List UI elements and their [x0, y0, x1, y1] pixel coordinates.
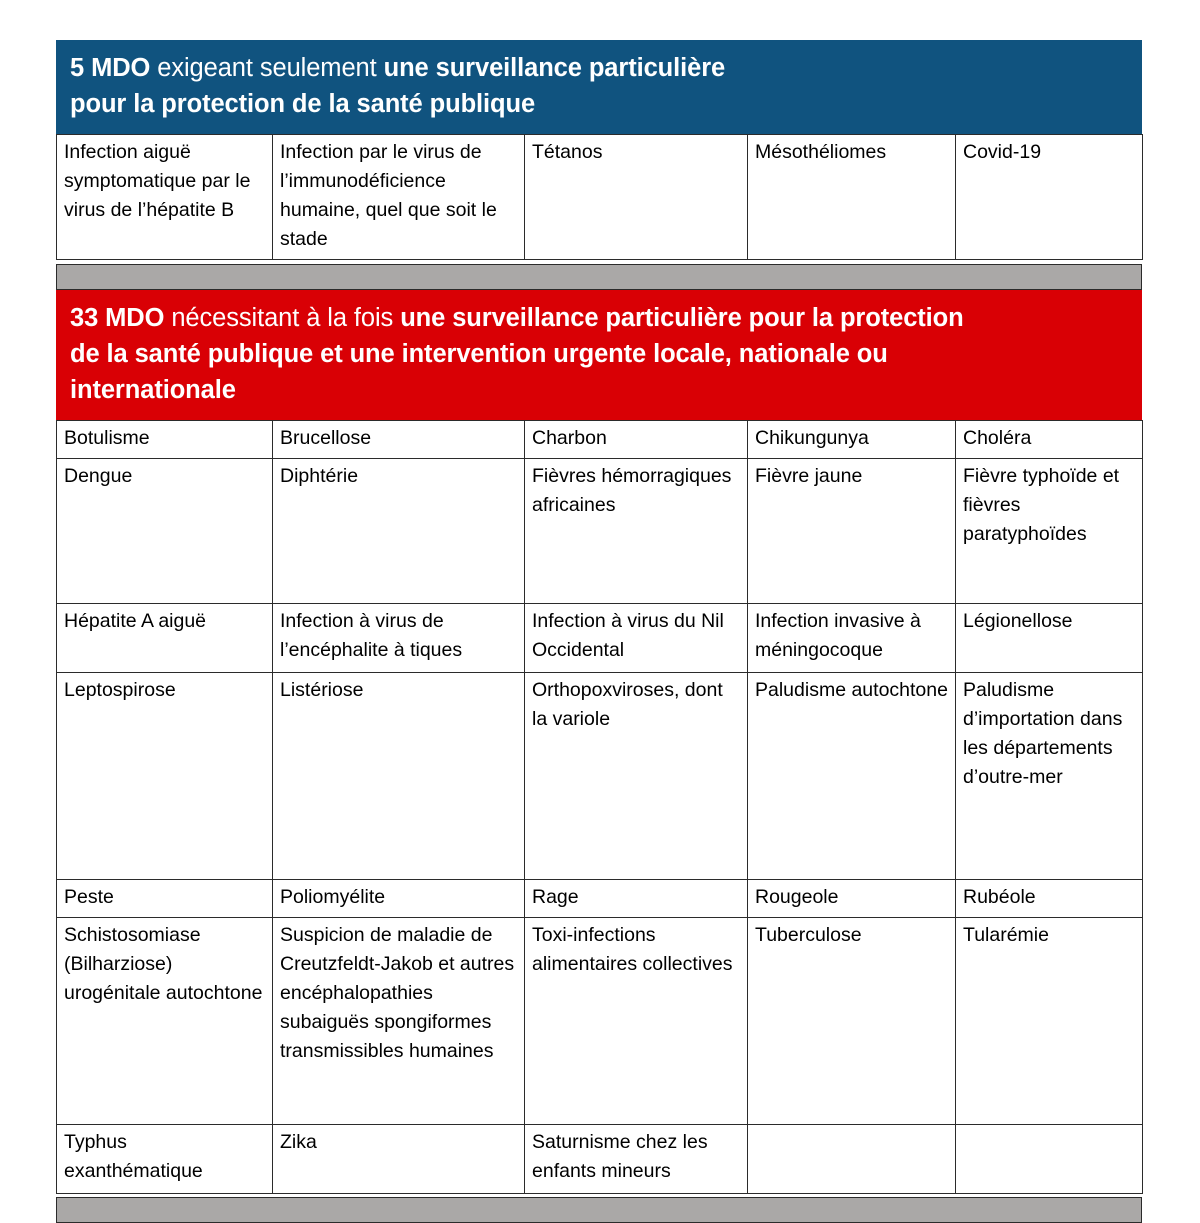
disease-cell: Diphtérie	[273, 459, 525, 604]
disease-cell: Rougeole	[748, 880, 956, 918]
disease-cell: Suspicion de maladie de Creutzfeldt-Jakob et autres encéphalopathies subaiguës spongiformes transmissibles humaines	[273, 918, 525, 1125]
disease-cell: Leptospirose	[57, 673, 273, 880]
red-header-line3-bold: internationale	[70, 376, 236, 405]
blue-header-line2-bold: pour la protection de la santé publique	[70, 90, 536, 119]
disease-cell: Tuberculose	[748, 918, 956, 1125]
disease-cell: Brucellose	[273, 421, 525, 459]
disease-cell: Infection à virus de l’encéphalite à tiques	[273, 604, 525, 673]
disease-cell: Covid-19	[956, 135, 1143, 259]
blue-header-regular-text: exigeant seulement	[150, 54, 384, 82]
table-row	[57, 459, 1143, 604]
disease-cell: Typhus exanthématique	[57, 1125, 273, 1194]
disease-cell: Fièvres hémorragiques africaines	[525, 459, 748, 604]
disease-cell: Rubéole	[956, 880, 1143, 918]
red-header-line-2	[70, 336, 1128, 372]
disease-cell: Toxi-infections alimentaires collectives	[525, 918, 748, 1125]
disease-cell: Listériose	[273, 673, 525, 880]
disease-cell: Zika	[273, 1125, 525, 1194]
red-header-line-3	[70, 372, 1128, 408]
disease-cell: Orthopoxviroses, dont la variole	[525, 673, 748, 880]
disease-cell: Rage	[525, 880, 748, 918]
table-row	[57, 1125, 1143, 1194]
disease-cell: Botulisme	[57, 421, 273, 459]
disease-cell: Fièvre jaune	[748, 459, 956, 604]
disease-cell: Tétanos	[525, 135, 748, 259]
disease-cell: Choléra	[956, 421, 1143, 459]
table-row	[57, 918, 1143, 1125]
disease-cell: Infection à virus du Nil Occidental	[525, 604, 748, 673]
blue-section-header	[56, 40, 1142, 134]
disease-cell-empty	[956, 1125, 1143, 1194]
separator-bar-middle	[56, 264, 1142, 290]
disease-cell: Peste	[57, 880, 273, 918]
disease-cell: Tularémie	[956, 918, 1143, 1125]
disease-cell: Infection invasive à méningocoque	[748, 604, 956, 673]
red-header-bold-tail: une surveillance particulière pour la protection	[400, 303, 964, 332]
disease-cell: Fièvre typhoïde et fièvres paratyphoïdes	[956, 459, 1143, 604]
red-header-line2-bold: de la santé publique et une intervention urgente locale, nationale ou	[70, 340, 888, 369]
table-row	[57, 880, 1143, 918]
disease-cell: Hépatite A aiguë	[57, 604, 273, 673]
red-header-regular-text: nécessitant à la fois	[164, 303, 401, 332]
mdo-document	[56, 40, 1142, 1223]
blue-section-table	[56, 134, 1143, 259]
red-header-count: 33 MDO	[70, 303, 165, 332]
blue-header-line-1	[70, 50, 1128, 86]
disease-cell: Dengue	[57, 459, 273, 604]
red-section-table	[56, 420, 1143, 1194]
disease-cell: Infection par le virus de l’immunodéficience humaine, quel que soit le stade	[273, 135, 525, 259]
disease-cell: Chikungunya	[748, 421, 956, 459]
disease-cell: Charbon	[525, 421, 748, 459]
table-row	[57, 135, 1143, 259]
disease-cell: Saturnisme chez les enfants mineurs	[525, 1125, 748, 1194]
blue-header-count: 5 MDO	[70, 54, 151, 82]
separator-bar-bottom	[56, 1197, 1142, 1223]
blue-header-bold-tail: une surveillance particulière	[383, 54, 726, 82]
disease-cell: Paludisme d’importation dans les départements d’outre-mer	[956, 673, 1143, 880]
red-section-header	[56, 290, 1142, 421]
disease-cell: Schistosomiase (Bilharziose) urogénitale autochtone	[57, 918, 273, 1125]
table-row	[57, 421, 1143, 459]
disease-cell: Poliomyélite	[273, 880, 525, 918]
red-header-line-1	[70, 300, 1128, 336]
blue-header-line-2	[70, 86, 1128, 122]
disease-cell: Infection aiguë symptomatique par le virus de l’hépatite B	[57, 135, 273, 259]
table-row	[57, 604, 1143, 673]
disease-cell: Mésothéliomes	[748, 135, 956, 259]
disease-cell-empty	[748, 1125, 956, 1194]
disease-cell: Paludisme autochtone	[748, 673, 956, 880]
table-row	[57, 673, 1143, 880]
disease-cell: Légionellose	[956, 604, 1143, 673]
